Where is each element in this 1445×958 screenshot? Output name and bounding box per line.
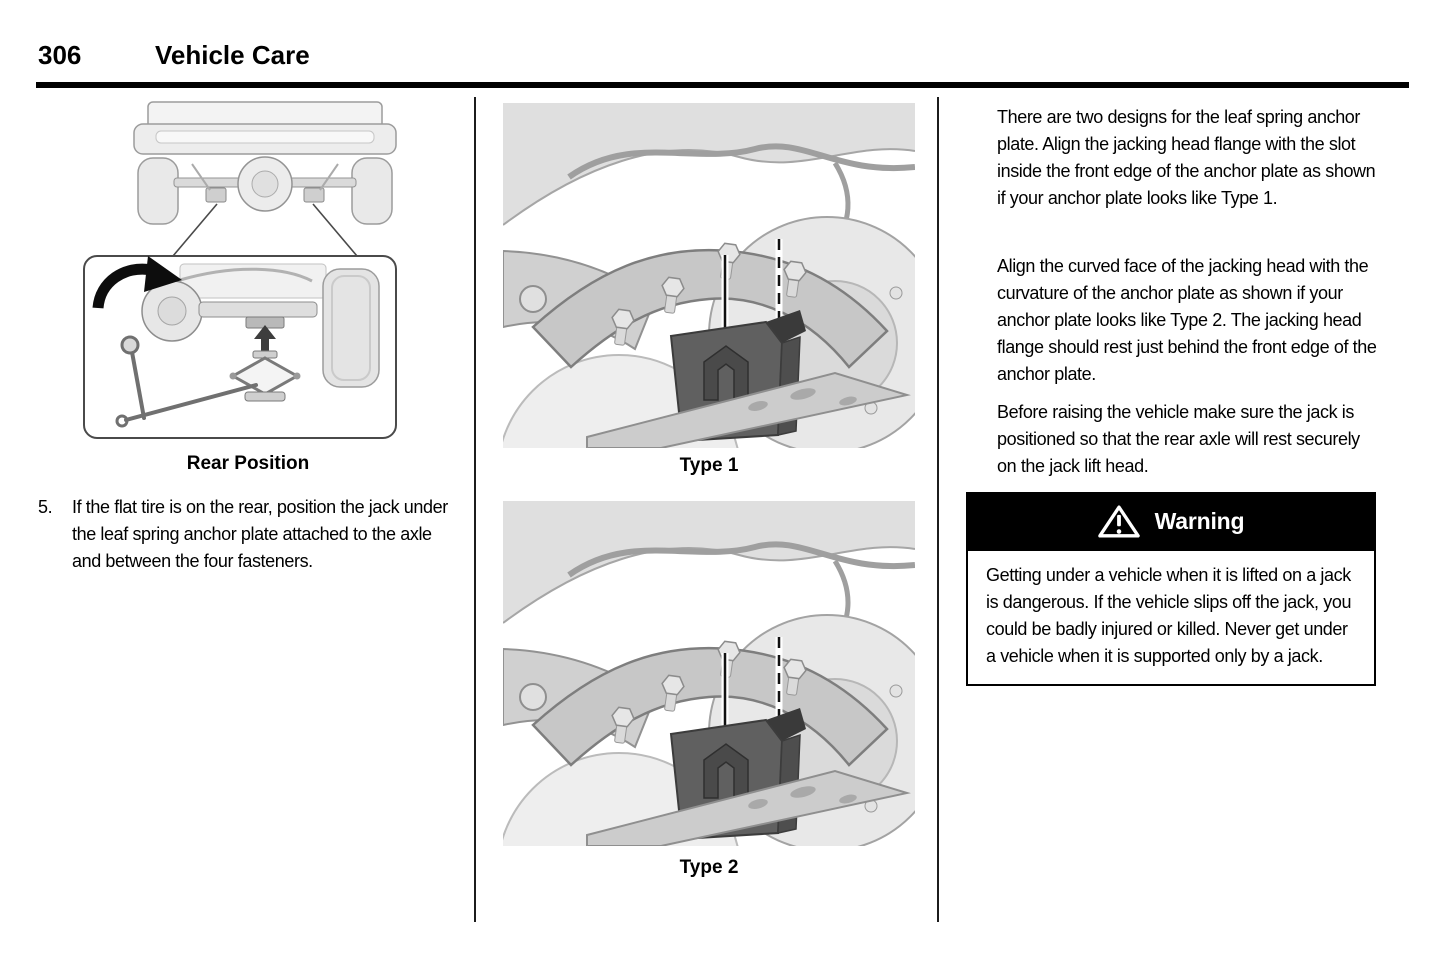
column-divider-left <box>474 97 476 922</box>
column-divider-right <box>937 97 939 922</box>
body-paragraph-3: Before raising the vehicle make sure the jack is positioned so that the rear axle will rest securely on the jack lift head. <box>997 402 1360 476</box>
figure-caption-type-1: Type 1 <box>679 455 739 476</box>
warning-triangle-icon <box>1098 503 1140 540</box>
warning-body: Getting under a vehicle when it is lifted on a jack is dangerous. If the vehicle slips off the jack, you could be badly injured or killed. Never get under a vehicle when it is supported only by a jack. <box>966 551 1376 686</box>
header-rule <box>36 82 1409 88</box>
callout-line-left <box>173 204 217 256</box>
warning-header <box>966 492 1376 551</box>
rear-position-illustration <box>60 98 460 443</box>
step-number: 5. <box>38 497 53 517</box>
figure-caption-rear-position: Rear Position <box>186 453 310 474</box>
page-number: 306 <box>38 40 82 70</box>
type-1-illustration <box>503 103 915 448</box>
figure-caption-type-2: Type 2 <box>679 857 739 878</box>
warning-box <box>966 492 1376 686</box>
step-text: If the flat tire is on the rear, position the jack under the leaf spring anchor plate attached to the axle and between the four fasteners. <box>72 497 448 571</box>
body-paragraph-1: There are two designs for the leaf spring anchor plate. Align the jacking head flange with the slot inside the front edge of the anchor plate as shown if your anchor plate looks like Type 1. <box>997 107 1376 208</box>
truck-rear-view <box>134 102 396 224</box>
step-item-5 <box>38 494 458 575</box>
type-1-figure <box>503 103 915 448</box>
rear-position-figure <box>60 98 460 443</box>
type-2-figure <box>503 501 915 846</box>
body-paragraph-2: Align the curved face of the jacking head with the curvature of the anchor plate as shown if your anchor plate looks like Type 2. The jacking head flange should rest just behind the front edge of the anchor plate. <box>997 256 1377 384</box>
type-2-illustration <box>503 501 915 846</box>
page-title: Vehicle Care <box>155 40 310 70</box>
warning-title: Warning <box>1154 508 1245 534</box>
callout-line-right <box>313 204 357 256</box>
